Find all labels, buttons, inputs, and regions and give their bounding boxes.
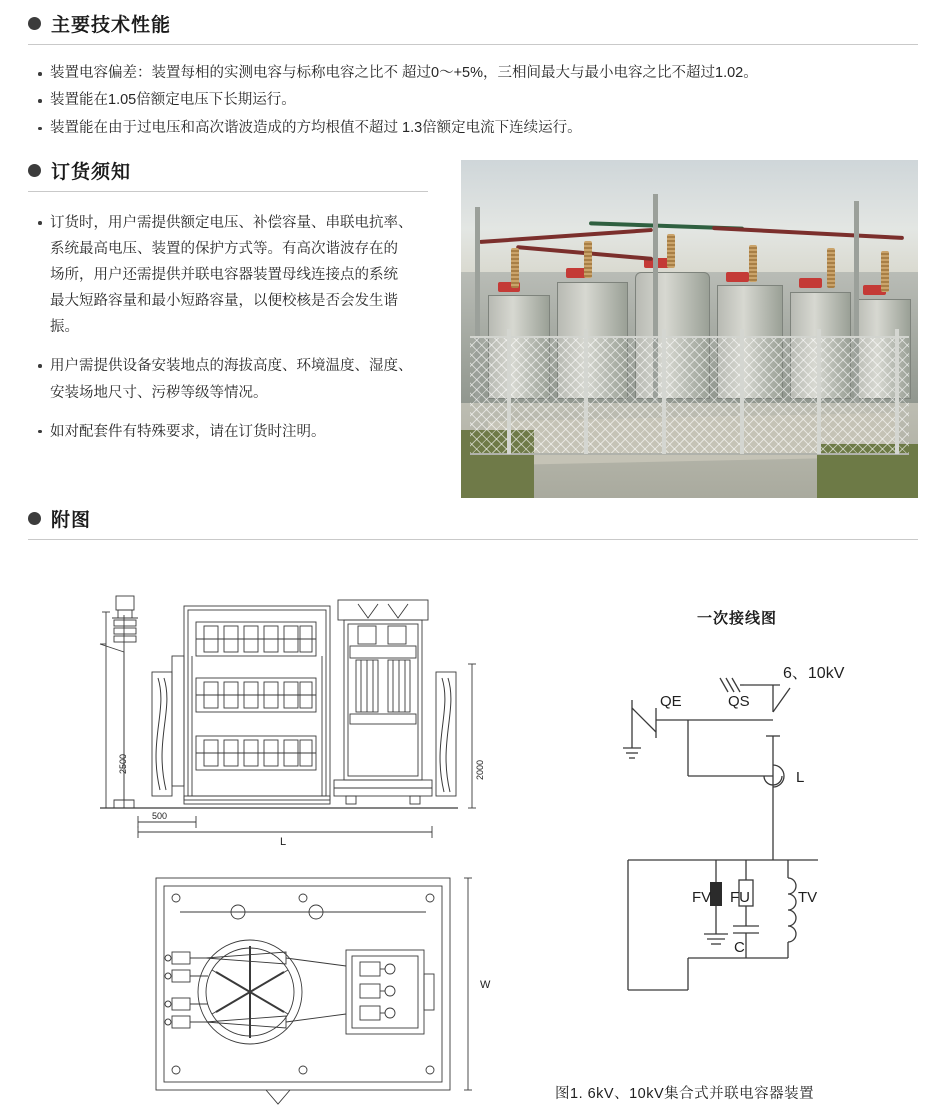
dim-width-label: L	[280, 836, 287, 848]
order-list	[28, 210, 421, 445]
section-order-title: 订货须知	[51, 162, 132, 183]
plan-view	[156, 878, 472, 1104]
dim-plan-width-label: W	[480, 979, 491, 991]
performance-list	[28, 61, 918, 141]
photo-fence-post	[895, 329, 899, 454]
photo-insulator	[511, 248, 519, 289]
schematic-label-fu: FU	[730, 889, 750, 906]
section-performance-title: 主要技术性能	[51, 15, 172, 36]
section-order-notice	[28, 157, 428, 458]
section-figures	[28, 505, 918, 540]
dim-right-label: 2000	[475, 759, 485, 780]
schematic-label-l: L	[796, 769, 805, 786]
photo-bushing-cap	[799, 278, 822, 288]
section-bullet-icon	[28, 512, 41, 525]
schematic-label-qs: QS	[728, 693, 750, 710]
section-performance-rule	[28, 44, 918, 45]
section-performance-header	[28, 10, 918, 37]
photo-fence-post	[817, 329, 821, 454]
photo-content	[461, 160, 918, 498]
section-order-header	[28, 157, 428, 184]
section-figures-title: 附图	[51, 510, 92, 531]
list-item: 订货时，用户需提供额定电压、补偿容量、串联电抗率、系统最高电压、装置的保护方式等。有高次谐波存在的 场所，用户还需提供并联电容器装置母线连接点的系统 最大短路容量和最小短路容量，以便校核是否会发生谐振。	[36, 210, 421, 340]
drawings-area	[28, 560, 922, 1105]
section-figures-rule	[28, 539, 918, 540]
photo-fence-post	[662, 329, 666, 454]
photo-fence-post	[740, 329, 744, 454]
single-line-schematic	[623, 678, 818, 990]
section-figures-header	[28, 505, 918, 532]
dim-height-label: 2500	[118, 753, 128, 774]
section-bullet-icon	[28, 164, 41, 177]
schematic-label-fv: FV	[692, 889, 712, 906]
schematic-label-qe: QE	[660, 693, 682, 710]
photo-fence-post	[507, 329, 511, 454]
photo-insulator	[881, 251, 889, 292]
photo-sky	[461, 160, 918, 275]
schematic-title: 一次接线图	[697, 610, 778, 627]
list-item: 如对配套件有特殊要求，请在订货时注明。	[36, 419, 421, 445]
photo-insulator	[749, 245, 757, 282]
section-bullet-icon	[28, 17, 41, 30]
list-item: 用户需提供设备安装地点的海拔高度、环境温度、湿度、安装场地尺寸、污秽等级等情况。	[36, 353, 421, 405]
section-performance	[28, 10, 918, 143]
photo-fence-post	[584, 329, 588, 454]
figure-caption: 图1. 6kV、10kV集合式并联电容器装置	[555, 1086, 815, 1102]
product-photo	[461, 160, 918, 498]
list-item: 装置电容偏差：装置每相的实测电容与标称电容之比不 超过0～+5%，三相间最大与最小电容之比不超过1.02。	[36, 61, 918, 86]
photo-insulator	[584, 241, 592, 278]
section-order-rule	[28, 191, 428, 192]
technical-drawings-svg	[28, 560, 922, 1105]
schematic-label-c: C	[734, 939, 745, 956]
photo-insulator	[667, 234, 675, 268]
list-item: 装置能在由于过电压和高次谐波造成的方均根值不超过 1.3倍额定电流下连续运行。	[36, 116, 918, 141]
schematic-voltage-label: 6、10kV	[783, 665, 845, 682]
schematic-label-tv: TV	[798, 889, 818, 906]
list-item: 装置能在1.05倍额定电压下长期运行。	[36, 88, 918, 113]
photo-bushing-cap	[726, 272, 749, 282]
photo-insulator	[827, 248, 835, 289]
photo-fence	[470, 336, 909, 455]
front-elevation	[100, 596, 476, 838]
dim-base-label: 500	[152, 811, 168, 821]
